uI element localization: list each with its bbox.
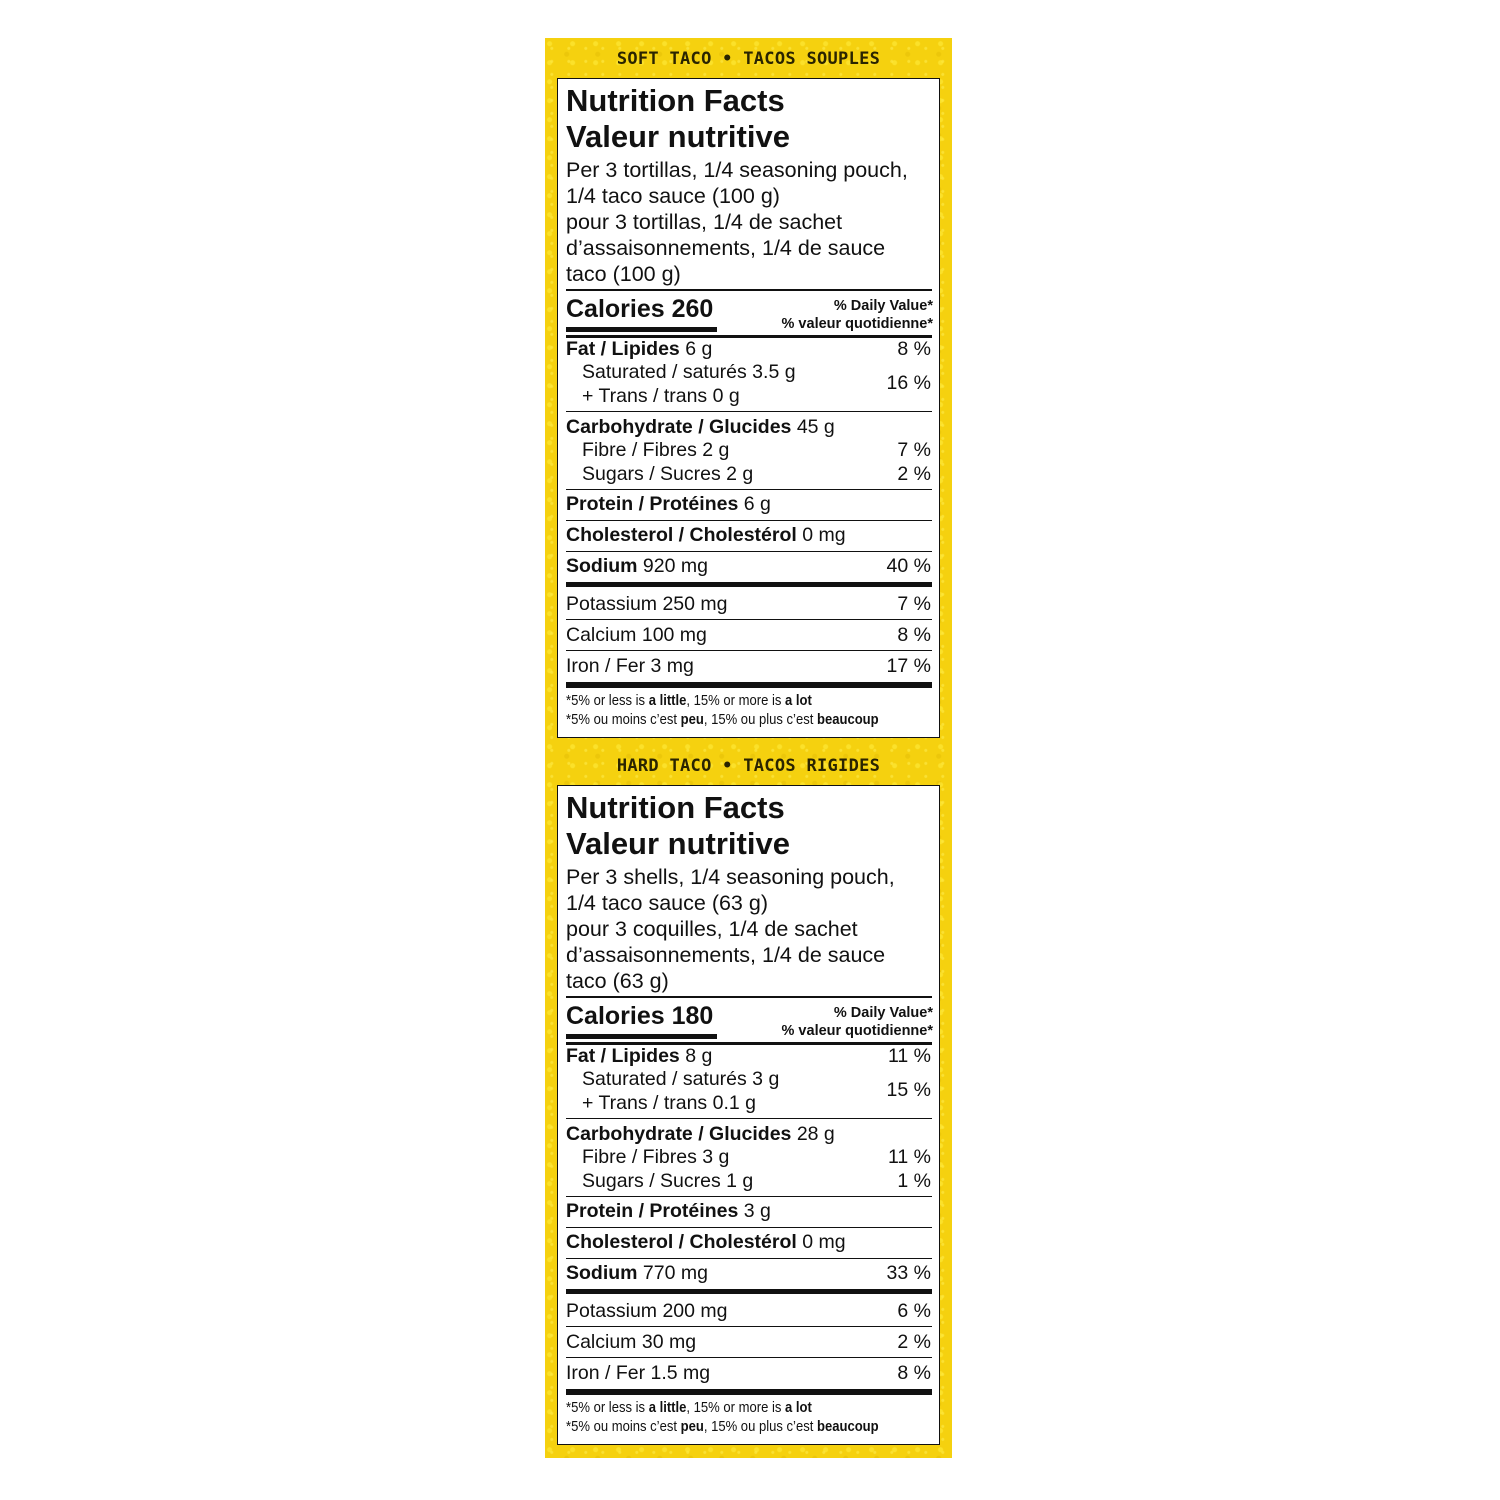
footnote-text: *5% ou moins c’est (566, 712, 681, 728)
footnote-fr (566, 711, 879, 730)
serving-line: pour 3 tortillas, 1/4 de sachet (566, 210, 843, 234)
divider (566, 520, 932, 521)
footnote-emphasis: beaucoup (816, 712, 879, 728)
calories-row (566, 1002, 713, 1031)
footnote-en (566, 1399, 812, 1418)
footnote-en (566, 692, 812, 711)
thick-divider (566, 1289, 932, 1294)
serving-line: Per 3 shells, 1/4 seasoning pouch, (566, 865, 895, 889)
footnote-text: *5% ou moins c’est (566, 1419, 681, 1435)
sugars-row: Sugars / Sucres 1 g (582, 1170, 754, 1192)
serving-line: d’assaisonnements, 1/4 de sauce (566, 943, 886, 967)
fat-row (566, 1045, 712, 1068)
calories-row (566, 295, 713, 324)
daily-value-fr: % valeur quotidienne* (781, 1023, 933, 1039)
divider (566, 619, 932, 620)
sodium-label: Sodium (566, 555, 638, 577)
carbohydrate-amount: 45 g (796, 416, 835, 438)
divider (566, 1357, 932, 1358)
potassium-percent: 6 % (897, 1300, 931, 1322)
sodium-percent: 33 % (886, 1262, 931, 1284)
label-title-fr: Valeur nutritive (566, 826, 790, 861)
carbohydrate-row (566, 1123, 835, 1146)
divider (566, 411, 932, 412)
trans-row: + Trans / trans 0 g (582, 385, 740, 407)
serving-line: pour 3 coquilles, 1/4 de sachet (566, 917, 858, 941)
potassium-row: Potassium 200 mg (566, 1300, 728, 1322)
fibre-row: Fibre / Fibres 2 g (582, 439, 730, 461)
fibre-row: Fibre / Fibres 3 g (582, 1146, 730, 1168)
sodium-amount: 770 mg (642, 1262, 708, 1284)
fibre-percent: 7 % (897, 439, 931, 461)
fat-row (566, 338, 712, 361)
trans-row: + Trans / trans 0.1 g (582, 1092, 756, 1114)
label-title-en: Nutrition Facts (566, 790, 785, 825)
protein-row (566, 493, 771, 516)
divider (566, 996, 932, 998)
calcium-row: Calcium 100 mg (566, 624, 707, 646)
carbohydrate-label: Carbohydrate / Glucides (566, 1123, 792, 1145)
saturated-trans-percent: 15 % (886, 1079, 931, 1101)
footnote-emphasis: a little (648, 1400, 687, 1416)
thick-divider (566, 1389, 932, 1395)
serving-line: Per 3 tortillas, 1/4 seasoning pouch, (566, 158, 908, 182)
fat-amount: 6 g (685, 338, 713, 360)
sugars-percent: 2 % (897, 463, 931, 485)
sodium-row (566, 555, 708, 578)
nutrition-label-hard-taco (557, 785, 940, 1445)
divider (566, 289, 932, 291)
divider (566, 1196, 932, 1197)
daily-value-fr: % valeur quotidienne* (781, 316, 933, 332)
divider (566, 1227, 932, 1228)
calcium-row: Calcium 30 mg (566, 1331, 697, 1353)
sugars-percent: 1 % (897, 1170, 931, 1192)
daily-value-en: % Daily Value* (833, 1005, 933, 1021)
divider (566, 1326, 932, 1327)
footnote-text: , 15% or more is (686, 1400, 786, 1416)
potassium-row: Potassium 250 mg (566, 593, 728, 615)
sodium-label: Sodium (566, 1262, 638, 1284)
fat-amount: 8 g (685, 1045, 713, 1067)
sugars-row: Sugars / Sucres 2 g (582, 463, 754, 485)
section-heading-soft-taco: SOFT TACO • TACOS SOUPLES (616, 49, 881, 69)
saturated-trans-percent: 16 % (886, 372, 931, 394)
protein-row (566, 1200, 771, 1223)
potassium-percent: 7 % (897, 593, 931, 615)
fibre-percent: 11 % (888, 1146, 931, 1168)
footnote-text: , 15% ou plus c’est (703, 1419, 817, 1435)
fat-label: Fat / Lipides (566, 1045, 680, 1067)
daily-value-header (782, 297, 933, 333)
footnote-text: *5% or less is (566, 693, 649, 709)
thick-divider (566, 682, 932, 688)
saturated-row: Saturated / saturés 3.5 g (582, 361, 796, 383)
footnote-emphasis: beaucoup (816, 1419, 879, 1435)
calcium-percent: 2 % (897, 1331, 931, 1353)
sodium-row (566, 1262, 708, 1285)
divider (566, 1118, 932, 1119)
calories-underline (566, 1034, 717, 1039)
serving-line: d’assaisonnements, 1/4 de sauce (566, 236, 886, 260)
section-heading-hard-taco: HARD TACO • TACOS RIGIDES (616, 756, 881, 776)
protein-label: Protein / Protéines (566, 493, 739, 515)
saturated-row: Saturated / saturés 3 g (582, 1068, 780, 1090)
label-title-en: Nutrition Facts (566, 83, 785, 118)
calcium-percent: 8 % (897, 624, 931, 646)
footnote-emphasis: a lot (785, 1400, 812, 1416)
iron-row: Iron / Fer 1.5 mg (566, 1362, 711, 1384)
fat-percent: 11 % (888, 1045, 931, 1067)
daily-value-en: % Daily Value* (833, 298, 933, 314)
calories-value: 260 (671, 295, 714, 323)
protein-label: Protein / Protéines (566, 1200, 739, 1222)
iron-row: Iron / Fer 3 mg (566, 655, 694, 677)
protein-amount: 3 g (743, 1200, 771, 1222)
footnote-emphasis: a lot (785, 693, 812, 709)
iron-percent: 8 % (897, 1362, 931, 1384)
carbohydrate-row (566, 416, 835, 439)
serving-line: 1/4 taco sauce (63 g) (566, 891, 768, 915)
label-title-fr: Valeur nutritive (566, 119, 790, 154)
sodium-amount: 920 mg (642, 555, 708, 577)
carbohydrate-label: Carbohydrate / Glucides (566, 416, 792, 438)
carbohydrate-amount: 28 g (796, 1123, 835, 1145)
cholesterol-row (566, 1231, 846, 1254)
iron-percent: 17 % (886, 655, 931, 677)
footnote-emphasis: peu (680, 712, 704, 728)
cholesterol-amount: 0 mg (802, 524, 846, 546)
calories-underline (566, 327, 717, 332)
divider (566, 489, 932, 490)
nutrition-label-soft-taco (557, 78, 940, 738)
serving-line: 1/4 taco sauce (100 g) (566, 184, 780, 208)
serving-line: taco (63 g) (566, 969, 669, 993)
cholesterol-label: Cholesterol / Cholestérol (566, 524, 797, 546)
footnote-text: , 15% ou plus c’est (703, 712, 817, 728)
divider (566, 650, 932, 651)
cholesterol-amount: 0 mg (802, 1231, 846, 1253)
footnote-emphasis: peu (680, 1419, 704, 1435)
protein-amount: 6 g (743, 493, 771, 515)
daily-value-header (782, 1004, 933, 1040)
calories-label: Calories (566, 295, 665, 323)
cholesterol-row (566, 524, 846, 547)
footnote-fr (566, 1418, 879, 1437)
footnote-text: *5% or less is (566, 1400, 649, 1416)
serving-line: taco (100 g) (566, 262, 681, 286)
calories-value: 180 (671, 1002, 714, 1030)
footnote-text: , 15% or more is (686, 693, 786, 709)
divider (566, 1258, 932, 1259)
fat-label: Fat / Lipides (566, 338, 680, 360)
sodium-percent: 40 % (886, 555, 931, 577)
thick-divider (566, 582, 932, 587)
cholesterol-label: Cholesterol / Cholestérol (566, 1231, 797, 1253)
footnote-emphasis: a little (648, 693, 687, 709)
divider (566, 551, 932, 552)
fat-percent: 8 % (897, 338, 931, 360)
calories-label: Calories (566, 1002, 665, 1030)
